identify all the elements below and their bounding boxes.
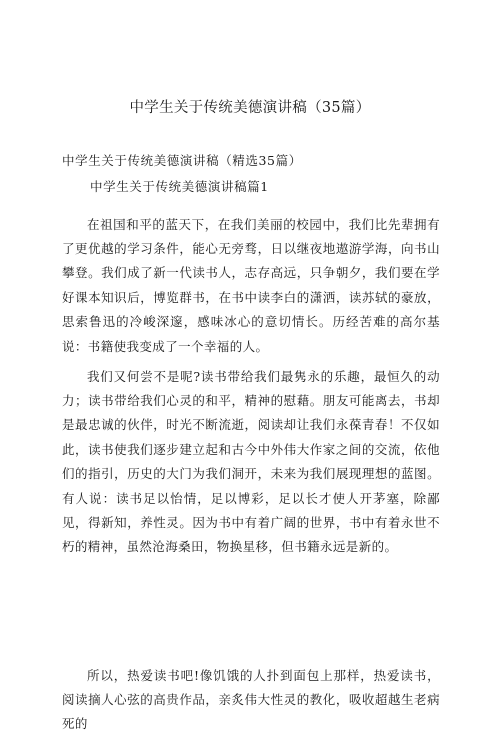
document-subtitle: 中学生关于传统美德演讲稿（精选35篇） xyxy=(62,153,302,168)
paragraph: 在祖国和平的蓝天下，在我们美丽的校园中，我们比先辈拥有了更优越的学习条件，能心无旁骛，日以继夜地遨游学海，向书山攀登。我们成了新一代读书人，志存高远，只争朝夕，我们要在学好课本知识后，博览群书，在书中读李白的潇洒，读苏轼的豪放，思索鲁迅的冷峻深邃，感味冰心的意切情长。历经苦难的高尔基说：书籍使我变成了一个幸福的人。 xyxy=(62,216,440,354)
section-heading: 中学生关于传统美德演讲稿篇1 xyxy=(90,179,269,194)
paragraph: 我们又何尝不是呢?读书带给我们最隽永的乐趣，最恒久的动力；读书带给我们心灵的和平，精神的慰藉。朋友可能离去，书却是最忠诚的伙伴，时光不断流逝，阅读却让我们永葆青春！不仅如此，读书使我们逐步建立起和古今中外伟大作家之间的交流，依他们的指引，历史的大门为我们洞开，未来为我们展现理想的蓝图。有人说：读书足以怡情，足以博彩，足以长才使人开茅塞，除鄙见，得新知，养性灵。因为书中有着广阔的世界，书中有着永世不朽的精神，虽然沧海桑田，物换星移，但书籍永远是新的。 xyxy=(62,368,440,555)
paragraph: 所以，热爱读书吧!像饥饿的人扑到面包上那样，热爱读书，阅读摘人心弦的高贵作品，亲炙伟大性灵的教化，吸收超越生老病死的 xyxy=(62,667,440,732)
document-title: 中学生关于传统美德演讲稿（35篇） xyxy=(129,100,371,116)
